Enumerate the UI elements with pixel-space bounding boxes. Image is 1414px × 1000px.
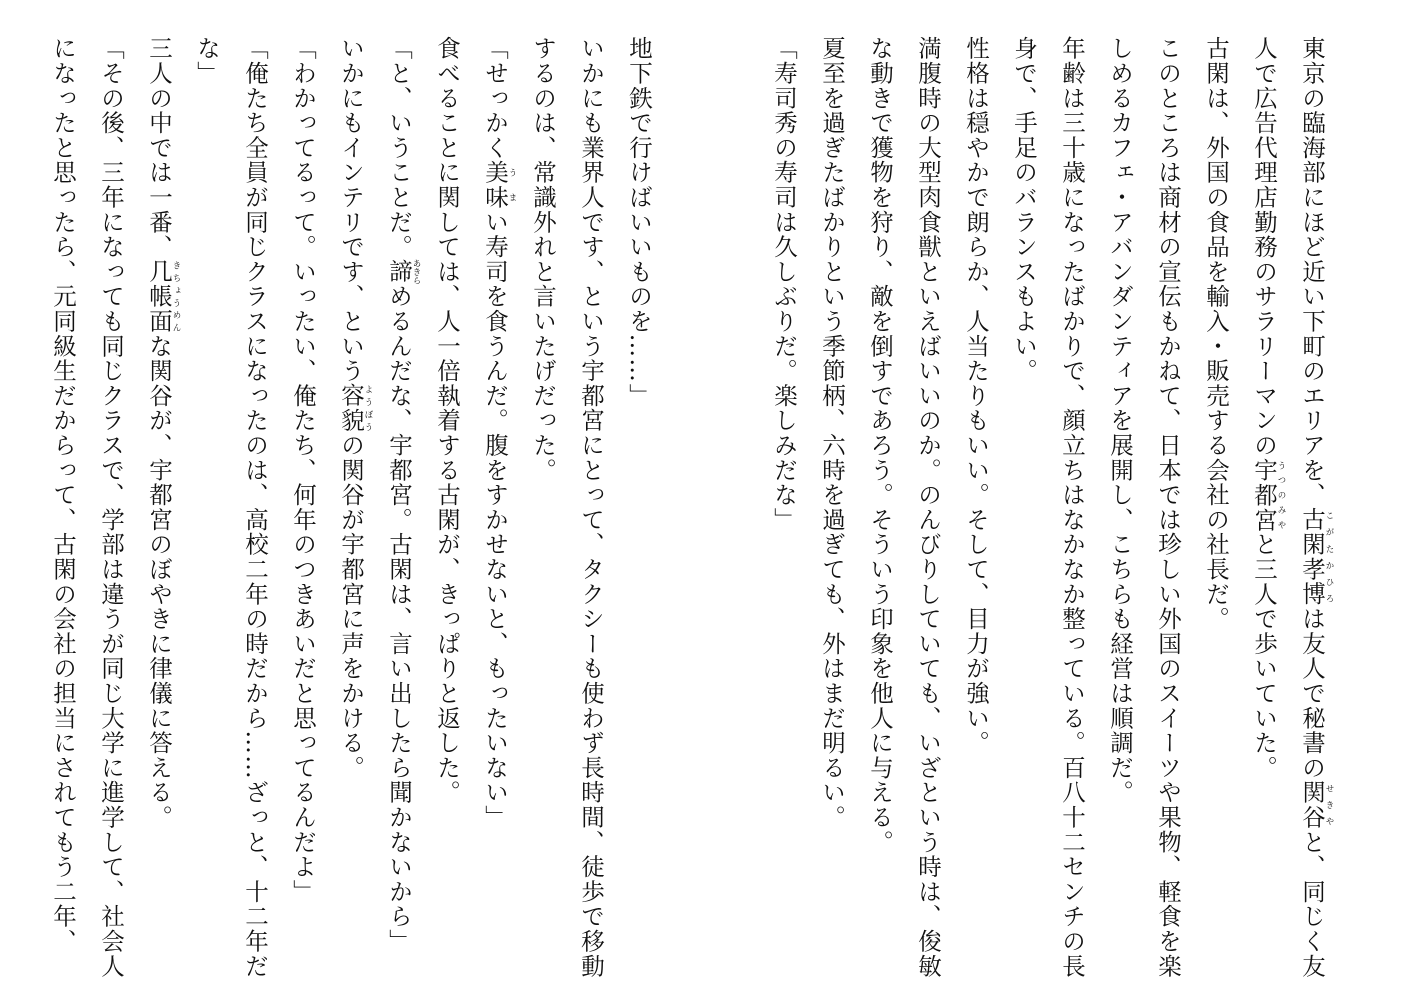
text-run: は友人で秘書の xyxy=(1298,606,1326,781)
ruby-base: 美味 xyxy=(481,160,509,210)
ruby-base: 古閑孝博 xyxy=(1298,507,1326,607)
text-run: 「寿司秀の寿司は久しぶりだ。楽しみだな」 xyxy=(770,36,798,532)
text-run: 年齢は三十歳になったばかりで、顔立ちはなかなか整っている。百八十二センチの長身で、手足のバランスもよい。 xyxy=(1010,36,1086,979)
paragraph xyxy=(808,36,856,986)
paragraph xyxy=(471,36,519,986)
text-run: 食べることに関しては、人一倍執着する古閑が、きっぱりと返した。 xyxy=(433,36,461,805)
paragraph xyxy=(519,36,615,986)
text-run: 三人の中では一番、 xyxy=(145,36,173,260)
text-run: 性格は穏やかで朗らか、人当たりもいい。そして、目力が強い。 xyxy=(962,36,990,756)
text-run: 「と、いうことだ。 xyxy=(385,36,413,260)
ruby-annotation xyxy=(1298,507,1334,607)
text-run: 古閑は、外国の食品を輸入・販売する会社の社長だ。 xyxy=(1202,36,1230,632)
text-run: 「せっかく xyxy=(481,36,509,160)
text-run: めるんだな、宇都宮。古閑は、言い出したら聞かないから」 xyxy=(385,284,413,954)
paragraph xyxy=(279,36,327,986)
paragraph xyxy=(375,36,423,986)
furigana: あきら xyxy=(411,258,421,285)
furigana: ようぼう xyxy=(363,383,373,433)
ruby-annotation xyxy=(337,383,373,433)
text-run: いかにもインテリです、という xyxy=(337,36,365,384)
paragraph xyxy=(1096,36,1192,986)
text-run: 地下鉄で行けばいいものを……」 xyxy=(625,36,653,408)
text-run: い寿司を食うんだ。腹をすかせないと、もったいない」 xyxy=(481,209,509,830)
text-run: 「俺たち全員が同じクラスになったのは、高校二年の時だから……ざっと、十二年だな」 xyxy=(193,36,269,979)
text-run: の関谷が宇都宮に声をかける。 xyxy=(337,432,365,781)
paragraph xyxy=(952,36,1000,986)
text-run: と、同じく友人で広告代理店勤務のサラリーマンの xyxy=(1250,36,1326,979)
paragraph xyxy=(327,36,375,986)
text-run: 東京の臨海部にほど近い下町のエリアを、 xyxy=(1298,36,1326,508)
text-run: な関谷が、宇都宮のぼやきに律儀に答える。 xyxy=(145,333,173,830)
ruby-annotation xyxy=(1250,457,1286,533)
furigana: うま xyxy=(507,160,517,210)
ruby-base: 諦 xyxy=(385,258,413,285)
ruby-base: 宇都宮 xyxy=(1250,457,1278,533)
paragraph xyxy=(1240,36,1336,986)
paragraph xyxy=(1192,36,1240,986)
ruby-base: 関谷 xyxy=(1298,780,1326,830)
ruby-base: 几帳面 xyxy=(145,259,173,334)
text-run: 「わかってるって。いったい、俺たち、何年のつきあいだと思ってるんだよ」 xyxy=(289,36,317,904)
right-page-text xyxy=(756,36,1336,986)
furigana: せきや xyxy=(1324,780,1334,830)
text-run: いかにも業界人です、という宇都宮にとって、タクシーも使わず長時間、徒歩で移動するのは、常識外れと言いたげだった。 xyxy=(529,36,605,979)
paragraph xyxy=(183,36,279,986)
ruby-base: 容貌 xyxy=(337,383,365,433)
paragraph xyxy=(135,36,183,986)
paragraph xyxy=(615,36,663,986)
right-page xyxy=(707,0,1414,1000)
text-run: 「その後、三年になっても同じクラスで、学部は違うが同じ大学に進学して、社会人になったと思ったら、元同級生だからって、古閑の会社の担当にされてもう二年、 xyxy=(49,36,125,979)
ruby-annotation xyxy=(145,259,181,334)
text-run: 満腹時の大型肉食獣といえばいいのか。のんびりしていても、いざという時は、俊敏な動きで獲物を狩り、敵を倒すであろう。そういう印象を他人に与える。 xyxy=(866,36,942,979)
paragraph xyxy=(43,36,135,986)
ruby-annotation xyxy=(385,258,421,285)
ruby-annotation xyxy=(1298,780,1334,830)
paragraph xyxy=(423,36,471,986)
ruby-annotation xyxy=(481,160,517,210)
text-run: 夏至を過ぎたばかりという季節柄、六時を過ぎても、外はまだ明るい。 xyxy=(818,36,846,830)
paragraph xyxy=(756,36,760,986)
text-run: このところは商材の宣伝もかねて、日本では珍しい外国のスイーツや果物、軽食を楽しめるカフェ・アバンダンティアを展開し、こちらも経営は順調だ。 xyxy=(1106,36,1182,979)
furigana: きちょうめん xyxy=(171,259,181,334)
paragraph xyxy=(1000,36,1096,986)
text-run: と三人で歩いていた。 xyxy=(1250,532,1278,781)
furigana: こがたかひろ xyxy=(1324,507,1334,607)
left-page-text xyxy=(43,36,663,986)
furigana: うつのみや xyxy=(1276,457,1286,533)
paragraph xyxy=(856,36,952,986)
paragraph xyxy=(760,36,808,986)
